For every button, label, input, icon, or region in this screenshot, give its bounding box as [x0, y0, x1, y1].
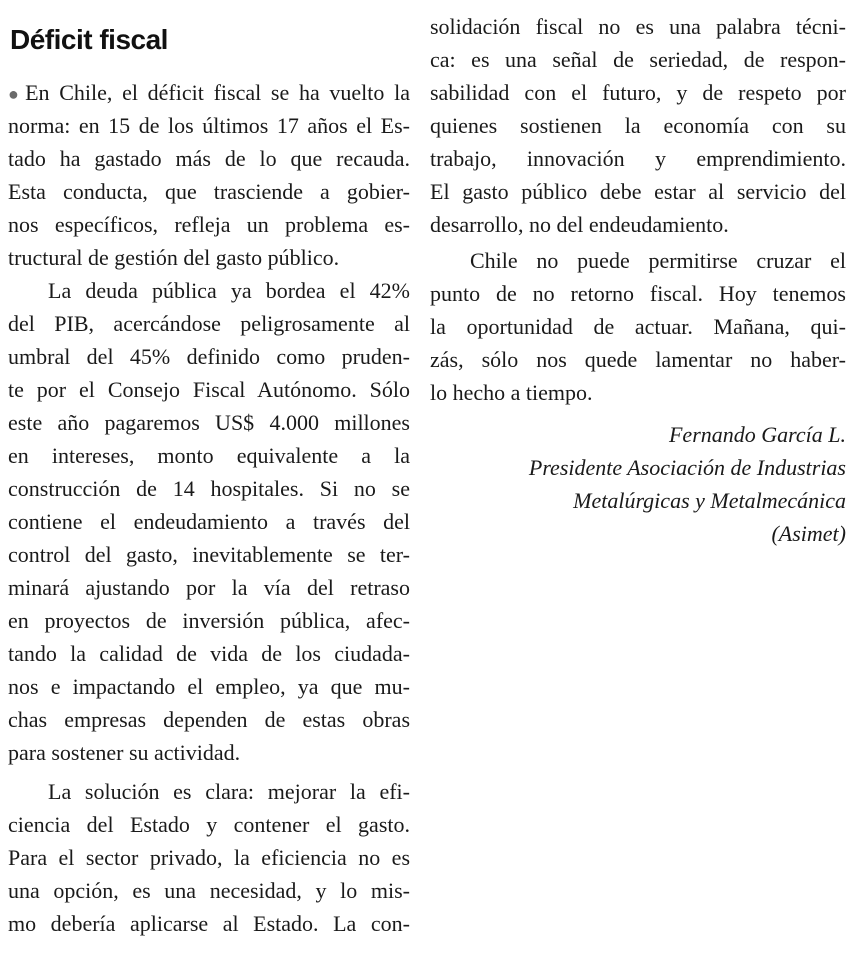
text-line: te por el Consejo Fiscal Autónomo. Sólo — [8, 377, 410, 402]
text-line: punto de no retorno fiscal. Hoy tenemos — [430, 281, 846, 306]
text-line: ●En Chile, el déficit fiscal se ha vuelto la — [8, 80, 410, 105]
text-line: una opción, es una necesidad, y lo mis- — [8, 878, 410, 903]
text-line: construcción de 14 hospitales. Si no se — [8, 476, 410, 501]
text-line: lo hecho a tiempo. — [430, 380, 593, 405]
text-line: la oportunidad de actuar. Mañana, qui- — [430, 314, 846, 339]
text-line: zás, sólo nos quede lamentar no haber- — [430, 347, 846, 372]
text-line: quienes sostienen la economía con su — [430, 113, 846, 138]
text-line: minará ajustando por la vía del retraso — [8, 575, 410, 600]
text-line: La deuda pública ya bordea el 42% — [48, 278, 410, 303]
text-line: tado ha gastado más de lo que recauda. — [8, 146, 410, 171]
signature-acronym: (Asimet) — [771, 521, 846, 546]
text-line: trabajo, innovación y emprendimiento. — [430, 146, 846, 171]
text-line: contiene el endeudamiento a través del — [8, 509, 410, 534]
text-line: tando la calidad de vida de los ciudada- — [8, 641, 410, 666]
text-line: Esta conducta, que trasciende a gobier- — [8, 179, 410, 204]
text-line: tructural de gestión del gasto público. — [8, 245, 340, 270]
text-line: mo debería aplicarse al Estado. La con- — [8, 911, 410, 936]
text-line: nos específicos, refleja un problema es- — [8, 212, 410, 237]
text-line: sabilidad con el futuro, y de respeto por — [430, 80, 846, 105]
text-line: chas empresas dependen de estas obras — [8, 707, 410, 732]
text-line: norma: en 15 de los últimos 17 años el Es- — [8, 113, 410, 138]
text-line: desarrollo, no del endeudamiento. — [430, 212, 729, 237]
text-line: umbral del 45% definido como pruden- — [8, 344, 410, 369]
text-line: del PIB, acercándose peligrosamente al — [8, 311, 410, 336]
text-line: Chile no puede permitirse cruzar el — [470, 248, 846, 273]
text-line: en intereses, monto equivalente a la — [8, 443, 410, 468]
text-line: en proyectos de inversión pública, afec- — [8, 608, 410, 633]
text-line: ciencia del Estado y contener el gasto. — [8, 812, 410, 837]
signature-name: Fernando García L. — [668, 422, 846, 447]
text-line: para sostener su actividad. — [8, 740, 241, 765]
text-line: La solución es clara: mejorar la efi- — [48, 779, 410, 804]
text-line: control del gasto, inevitablemente se ter- — [8, 542, 410, 567]
signature-organization: Metalúrgicas y Metalmecánica — [573, 488, 846, 513]
signature-role: Presidente Asociación de Industrias — [528, 455, 846, 480]
text-line: nos e impactando el empleo, ya que mu- — [8, 674, 410, 699]
text-line: este año pagaremos US$ 4.000 millones — [8, 410, 410, 435]
bullet-icon: ● — [8, 84, 24, 104]
article-title: Déficit fiscal — [10, 24, 168, 55]
text-line: ca: es una señal de seriedad, de respon- — [430, 47, 846, 72]
text-line: solidación fiscal no es una palabra técni- — [430, 14, 846, 39]
text-line: El gasto público debe estar al servicio del — [430, 179, 846, 204]
text-line: Para el sector privado, la eficiencia no es — [8, 845, 410, 870]
